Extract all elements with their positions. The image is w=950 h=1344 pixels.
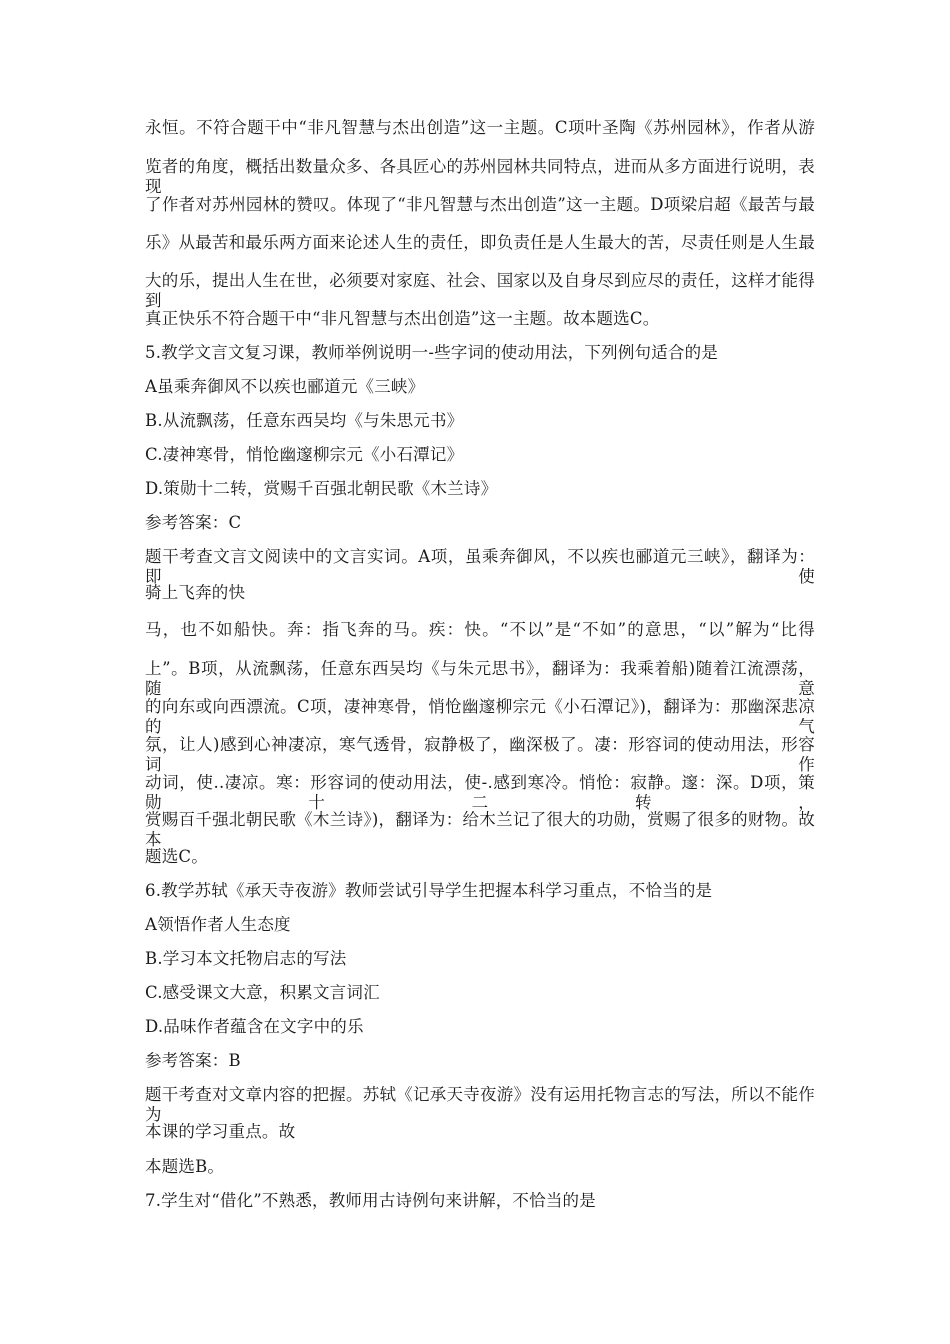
text-line: 的向东或向西漂流。C项，凄神寒骨，悄怆幽邃柳宗元《小石潭记》)，翻译为：那幽深悲凉的气 [145,697,815,736]
text-line: 了作者对苏州园林的赞叹。体现了“非凡智慧与杰出创造”这一主题。D项梁启超《最苦与最 [145,195,815,214]
text-line: 永恒。不符合题干中“非凡智慧与杰出创造”这一主题。C项叶圣陶《苏州园林》，作者从游 [145,118,815,137]
text-line: 真正快乐不符合题干中“非凡智慧与杰出创造”这一主题。故本题选C。 [145,309,660,328]
question-6-option-b: B.学习本文托物启志的写法 [145,949,347,968]
question-5-stem: 5.教学文言文复习课，教师举例说明一-些字词的使动用法，下列例句适合的是 [145,343,719,362]
text-line: 本题选B。 [145,1157,225,1176]
question-6-option-d: D.品味作者蕴含在文字中的乐 [145,1017,364,1036]
text-line: 氛，让人)感到心神凄凉，寒气透骨，寂静极了，幽深极了。凄：形容词的使动用法，形容词作 [145,735,815,774]
question-5-option-a: A虽乘奔御风不以疾也郦道元《三峡》 [145,377,425,396]
text-line: 题干考查对文章内容的把握。苏轼《记承天寺夜游》没有运用托物言志的写法，所以不能作为 [145,1085,815,1124]
question-7-stem: 7.学生对“借化”不熟悉，教师用古诗例句来讲解，不恰当的是 [145,1191,596,1210]
text-line: 上”。B项，从流飘荡，任意东西吴均《与朱元思书》，翻译为：我乘着船)随着江流漂荡，随意 [145,659,815,698]
question-6-answer: 参考答案：B [145,1051,241,1070]
text-line: 本课的学习重点。故 [145,1122,296,1141]
text-line: 乐》从最苦和最乐两方面来论述人生的责任，即负责任是人生最大的苦，尽责任则是人生最 [145,233,815,252]
text-line: 赏赐百千强北朝民歌《木兰诗》)，翻译为：给木兰记了很大的功勋，赏赐了很多的财物。故本 [145,810,815,849]
question-5-answer: 参考答案：C [145,513,242,532]
text-line: 大的乐，提出人生在世，必须要对家庭、社会、国家以及自身尽到应尽的责任，这样才能得到 [145,271,815,310]
question-6-option-a: A领悟作者人生态度 [145,915,291,934]
question-5-option-c: C.凄神寒骨，悄怆幽邃柳宗元《小石潭记》 [145,445,464,464]
text-line: 览者的角度，概括出数量众多、各具匠心的苏州园林共同特点，进而从多方面进行说明，表现 [145,157,815,196]
text-line: 动词，使..凄凉。寒：形容词的使动用法，使-.感到寒冷。悄怆：寂静。邃：深。D项，策勋十二转， [145,773,815,812]
question-5-option-d: D.策勋十二转，赏赐千百强北朝民歌《木兰诗》 [145,479,498,498]
text-line: 题干考查文言文阅读中的文言实词。A项，虽乘奔御风，不以疾也郦道元三峡》，翻译为：即使 [145,547,815,586]
question-6-stem: 6.教学苏轼《承天寺夜游》教师尝试引导学生把握本科学习重点，不恰当的是 [145,881,713,900]
question-6-option-c: C.感受课文大意，积累文言词汇 [145,983,380,1002]
question-5-option-b: B.从流飘荡，任意东西吴均《与朱思元书》 [145,411,464,430]
text-line: 马，也不如船快。奔：指飞奔的马。疾：快。“不以”是“不如”的意思，“以”解为“比得 [145,620,815,639]
text-line: 题选C。 [145,847,208,866]
text-line: 骑上飞奔的快 [145,583,246,602]
